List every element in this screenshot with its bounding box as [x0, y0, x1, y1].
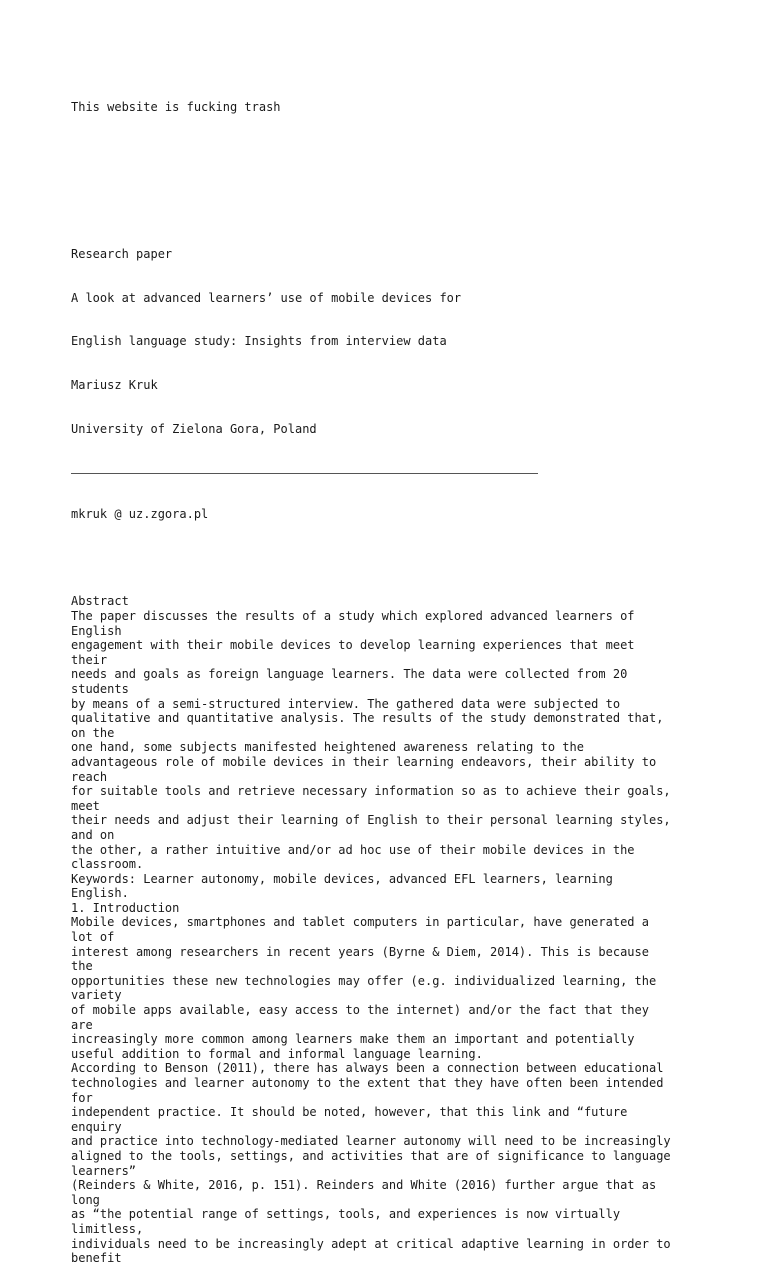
- body-text-line: technologies and learner autonomy to the extent that they have often been intended: [71, 1076, 664, 1090]
- body-text-line: Keywords: Learner autonomy, mobile devices, advanced EFL learners, learning: [71, 871, 613, 886]
- body-text-line: opportunities these new technologies may offer (e.g. individualized learning, the: [71, 973, 657, 988]
- header-divider: [71, 473, 538, 474]
- body-text-line: Mobile devices, smartphones and tablet computers in particular, have generated a: [71, 915, 649, 930]
- body-text-line: and practice into technology-mediated learner autonomy will need to be increasingly: [71, 1134, 671, 1149]
- body-text-line: by means of a semi-structured interview. The gathered data were subjected to: [71, 696, 621, 711]
- document-page: [71, 71, 711, 1280]
- body-text-line: for suitable tools and retrieve necessary information so as to achieve their goals,: [71, 784, 671, 799]
- body-text-line: The paper discusses the results of a study which explored advanced learners of: [71, 609, 635, 623]
- body-text-line: their needs and adjust their learning of English to their personal learning styles,: [71, 813, 671, 828]
- paper-title-line: A look at advanced learners’ use of mobile devices for: [71, 290, 462, 305]
- paper-title-line: English language study: Insights from interview data: [71, 334, 447, 349]
- paper-body: [71, 594, 711, 1265]
- body-text-line: English: [71, 623, 122, 638]
- body-text-line: are: [71, 1017, 93, 1032]
- body-text-line: English.: [71, 886, 129, 901]
- body-text-line: qualitative and quantitative analysis. The results of the study demonstrated that,: [71, 711, 664, 726]
- body-text-line: meet: [71, 798, 100, 813]
- body-text-line: increasingly more common among learners make them an important and potentially: [71, 1032, 635, 1047]
- body-text-line: engagement with their mobile devices to develop learning experiences that meet: [71, 638, 635, 653]
- paper-header: [71, 218, 711, 551]
- body-text-line: of mobile apps available, easy access to the internet) and/or the fact that they: [71, 1003, 649, 1018]
- body-text-line: According to Benson (2011), there has always been a connection between educational: [71, 1061, 664, 1076]
- body-text-line: for: [71, 1090, 93, 1105]
- paper-label: Research paper: [71, 246, 173, 261]
- body-text-line: enquiry: [71, 1119, 122, 1134]
- body-text-line: Abstract: [71, 594, 129, 609]
- body-text-line: as “the potential range of settings, tools, and experiences is now virtually: [71, 1207, 621, 1222]
- body-text-line: the other, a rather intuitive and/or ad hoc use of their mobile devices in the: [71, 842, 635, 857]
- body-text-line: one hand, some subjects manifested heightened awareness relating to the: [71, 740, 584, 755]
- body-text-line: aligned to the tools, settings, and activities that are of significance to language: [71, 1148, 671, 1163]
- body-text-line: on the: [71, 725, 115, 740]
- body-text-line: individuals need to be increasingly adept at critical adaptive learning in order to: [71, 1236, 671, 1251]
- body-text-line: the: [71, 959, 93, 974]
- body-text-line: needs and goals as foreign language learners. The data were collected from 20: [71, 667, 628, 682]
- body-text-line: useful addition to formal and informal language learning.: [71, 1046, 483, 1061]
- body-text-line: independent practice. It should be noted, however, that this link and “future: [71, 1105, 628, 1120]
- body-text-line: learners”: [71, 1163, 137, 1178]
- body-text-line: (Reinders & White, 2016, p. 151). Reinders and White (2016) further argue that as: [71, 1178, 657, 1193]
- body-text-line: long: [71, 1192, 100, 1207]
- body-text-line: benefit: [71, 1251, 122, 1266]
- body-text-line: and on: [71, 827, 115, 842]
- header-note: This website is fucking trash: [71, 100, 281, 115]
- paper-email: mkruk @ uz.zgora.pl: [71, 506, 209, 521]
- body-text-line: interest among researchers in recent years (Byrne & Diem, 2014). This is because: [71, 944, 649, 959]
- body-text-line: reach: [71, 769, 108, 784]
- body-text-line: lot of: [71, 930, 115, 945]
- paper-author: Mariusz Kruk: [71, 378, 158, 393]
- body-text-line: variety: [71, 988, 122, 1003]
- body-text-line: classroom.: [71, 857, 144, 872]
- body-text-line: students: [71, 681, 129, 696]
- body-text-line: advantageous role of mobile devices in their learning endeavors, their ability to: [71, 754, 657, 769]
- paper-affiliation: University of Zielona Gora, Poland: [71, 421, 317, 436]
- body-text-line: limitless,: [71, 1221, 144, 1236]
- body-text-line: 1. Introduction: [71, 900, 180, 915]
- body-text-line: their: [71, 652, 108, 667]
